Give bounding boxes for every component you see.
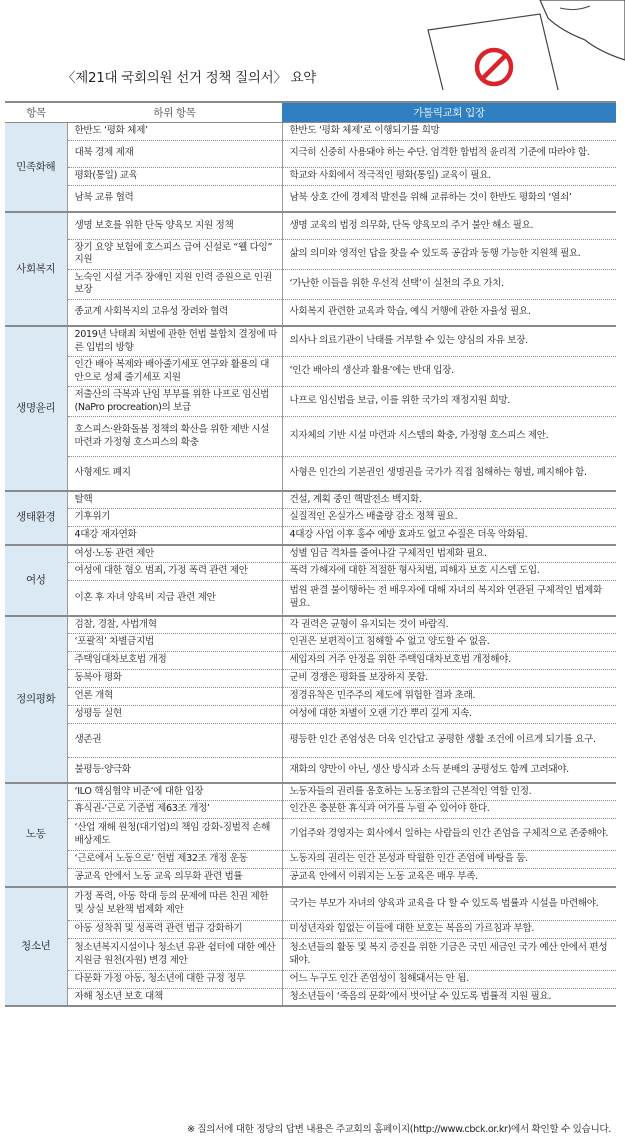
subitem-cell: 가정 폭력, 아동 학대 등의 문제에 따른 친권 제한 및 상실 보완책 법제화 제안 xyxy=(67,887,282,921)
position-cell: 건설, 계획 중인 핵발전소 백지화. xyxy=(282,491,616,509)
subitem-cell: ‘ILO 핵심협약 비준’에 대한 입장 xyxy=(67,783,282,801)
subitem-cell: 남북 교류 협력 xyxy=(67,185,282,212)
category-cell: 사회복지 xyxy=(5,212,67,326)
category-cell: 민족화해 xyxy=(5,123,67,213)
table-row xyxy=(5,167,616,185)
subitem-cell: 4대강 재자연화 xyxy=(67,527,282,545)
position-cell: 남북 상호 간에 경제적 발전을 위해 교류하는 것이 한반도 평화의 ‘열쇠’ xyxy=(282,185,616,212)
subitem-cell: 이혼 후 자녀 양육비 지급 관련 제안 xyxy=(67,581,282,616)
position-cell: 평등한 인간 존엄성은 더욱 인간답고 공평한 생활 조건에 이르게 되기를 요구. xyxy=(282,724,616,758)
table-row xyxy=(5,724,616,758)
position-cell: 학교와 사회에서 적극적인 평화(통일) 교육이 필요. xyxy=(282,167,616,185)
position-cell: 인간은 충분한 휴식과 여가를 누릴 수 있어야 한다. xyxy=(282,801,616,819)
subitem-cell: 장기 요양 보험에 호스피스 급여 신설로 “웰 다잉” 지원 xyxy=(67,239,282,269)
subitem-cell: 언론 개혁 xyxy=(67,688,282,706)
position-cell: ‘가난한 이들을 위한 우선적 선택’이 실천의 주요 가치. xyxy=(282,269,616,299)
subitem-cell: 한반도 ‘평화 체제’ xyxy=(67,123,282,141)
table-row xyxy=(5,688,616,706)
position-cell: 각 권력은 균형이 유지되는 것이 바람직. xyxy=(282,616,616,634)
position-cell: 어느 누구도 인간 존엄성이 침해돼서는 안 됨. xyxy=(282,971,616,989)
position-cell: 여성에 대한 차별이 오랜 기간 뿌리 깊게 지속. xyxy=(282,706,616,724)
table-row xyxy=(5,509,616,527)
subitem-cell: 청소년복지시설이나 청소년 유관 쉼터에 대한 예산지원금 원천(자원) 변경 제안 xyxy=(67,939,282,971)
table-row xyxy=(5,921,616,939)
subitem-cell: ‘포괄적’ 차별금지법 xyxy=(67,634,282,652)
position-cell: 생명 교육의 법정 의무화, 단독 양육모의 주거 불안 해소 필요. xyxy=(282,212,616,239)
table-row xyxy=(5,212,616,239)
position-cell: 나프로 임신법을 보급, 이를 위한 국가의 재정지원 희망. xyxy=(282,387,616,417)
header-subitem: 하위 항목 xyxy=(67,102,282,123)
table-row xyxy=(5,616,616,634)
subitem-cell: 인간 배아 복제와 배아줄기세포 연구와 활용의 대안으로 성체 줄기세포 지원 xyxy=(67,357,282,387)
subitem-cell: 생존권 xyxy=(67,724,282,758)
position-cell: 노동자의 권리는 인간 본성과 탁월한 인간 존엄에 바탕을 둠. xyxy=(282,851,616,869)
table-row xyxy=(5,545,616,563)
table-row xyxy=(5,706,616,724)
subitem-cell: 공교육 안에서 노동 교육 의무화 관련 법률 xyxy=(67,869,282,887)
subitem-cell: 2019년 낙태죄 처벌에 관한 헌법 불합치 결정에 따른 입법의 방향 xyxy=(67,326,282,357)
category-cell: 정의평화 xyxy=(5,616,67,783)
position-cell: 미성년자와 힘없는 이들에 대한 보호는 복음의 가르침과 부합. xyxy=(282,921,616,939)
position-cell: 재화의 양만이 아닌, 생산 방식과 소득 분배의 공평성도 함께 고려돼야. xyxy=(282,758,616,783)
summary-table xyxy=(5,101,616,1007)
subitem-cell: 노숙인 시설 거주 장애인 지원 인력 증원으로 인권 보장 xyxy=(67,269,282,299)
position-cell: 청소년들이 ‘죽음의 문화’에서 벗어날 수 있도록 법률적 지원 필요. xyxy=(282,988,616,1006)
table-row xyxy=(5,123,616,141)
subitem-cell: 생명 보호를 위한 단독 양육모 지원 정책 xyxy=(67,212,282,239)
position-cell: 노동자들의 권리를 옹호하는 노동조합의 근본적인 역할 인정. xyxy=(282,783,616,801)
position-cell: 국가는 부모가 자녀의 양육과 교육을 다 할 수 있도록 법률과 시설을 마련해야. xyxy=(282,887,616,921)
position-cell: 삶의 의미와 영적인 답을 찾을 수 있도록 공감과 동행 가능한 지원책 필요. xyxy=(282,239,616,269)
table-row xyxy=(5,387,616,417)
header-position: 가톨릭교회 입장 xyxy=(282,102,616,123)
position-cell: 성별 임금 격차를 줄여나갈 구체적인 법제화 필요. xyxy=(282,545,616,563)
table-row xyxy=(5,887,616,921)
table-row xyxy=(5,634,616,652)
table-row xyxy=(5,939,616,971)
subitem-cell: 다문화 가정 아동, 청소년에 대한 규정 정무 xyxy=(67,971,282,989)
category-cell: 여성 xyxy=(5,545,67,616)
subitem-cell: 동북아 평화 xyxy=(67,670,282,688)
table-row xyxy=(5,819,616,851)
position-cell: 공교육 안에서 이뤄지는 노동 교육은 매우 부족. xyxy=(282,869,616,887)
subitem-cell: 휴식권-‘근로 기준법 제63조 개정’ xyxy=(67,801,282,819)
position-cell: 청소년들의 활동 및 복지 증진을 위한 기금은 국민 세금인 국가 예산 안에서 편성돼야. xyxy=(282,939,616,971)
subitem-cell: 아동 성착취 및 성폭력 관련 법규 강화하기 xyxy=(67,921,282,939)
header-category: 항목 xyxy=(5,102,67,123)
position-cell: 사회복지 관련한 교육과 학습, 예식 거행에 관한 자율성 필요. xyxy=(282,299,616,326)
table-row xyxy=(5,457,616,491)
page-title: 〈제21대 국회의원 선거 정책 질의서〉 요약 xyxy=(62,70,317,86)
table-row xyxy=(5,269,616,299)
table-row xyxy=(5,869,616,887)
table-row xyxy=(5,988,616,1006)
subitem-cell: 사형제도 폐지 xyxy=(67,457,282,491)
table-row xyxy=(5,670,616,688)
subitem-cell: 평화(통일) 교육 xyxy=(67,167,282,185)
category-cell: 노동 xyxy=(5,783,67,887)
position-cell: 정경유착은 민주주의 제도에 위험한 결과 초래. xyxy=(282,688,616,706)
category-cell: 생태환경 xyxy=(5,491,67,545)
subitem-cell: 대북 경제 제재 xyxy=(67,140,282,167)
table-row xyxy=(5,185,616,212)
position-cell: 인권은 보편적이고 침해할 수 없고 양도할 수 없음. xyxy=(282,634,616,652)
position-cell: 기업주와 경영자는 회사에서 일하는 사람들의 인간 존엄을 구체적으로 존중해야. xyxy=(282,819,616,851)
subitem-cell: 검찰, 경찰, 사법개혁 xyxy=(67,616,282,634)
subitem-cell: 여성에 대한 혐오 범죄, 가정 폭력 관련 제안 xyxy=(67,563,282,581)
subitem-cell: 성평등 실현 xyxy=(67,706,282,724)
category-cell: 생명윤리 xyxy=(5,326,67,491)
position-cell: 지자체의 기반 시설 마련과 시스템의 확충, 가정형 호스피스 제안. xyxy=(282,417,616,457)
subitem-cell: 여성·노동 관련 제안 xyxy=(67,545,282,563)
position-cell: 군비 경쟁은 평화를 보장하지 못함. xyxy=(282,670,616,688)
table-row xyxy=(5,851,616,869)
table-row xyxy=(5,140,616,167)
table-row xyxy=(5,581,616,616)
table-row xyxy=(5,652,616,670)
table-row xyxy=(5,417,616,457)
position-cell: 법원 판결 불이행하는 전 배우자에 대해 자녀의 복지와 연관된 구체적인 법제화 필요. xyxy=(282,581,616,616)
position-cell: ‘인간 배아의 생산과 활용’에는 반대 입장. xyxy=(282,357,616,387)
subitem-cell: 저출산의 극복과 난임 부부를 위한 나프로 임신법(NaPro procreation)의 보급 xyxy=(67,387,282,417)
subitem-cell: 호스피스·완화돌봄 정책의 확산을 위한 제반 시설 마련과 가정형 호스피스의 확충 xyxy=(67,417,282,457)
position-cell: 실질적인 온실가스 배출량 감소 정책 필요. xyxy=(282,509,616,527)
subitem-cell: ‘산업 재해 원청(대기업)의 책임 강화-징벌적 손해배상제도 xyxy=(67,819,282,851)
subitem-cell: 불평등·양극화 xyxy=(67,758,282,783)
table-row xyxy=(5,299,616,326)
table-row xyxy=(5,758,616,783)
category-cell: 청소년 xyxy=(5,887,67,1007)
table-row xyxy=(5,563,616,581)
table-body xyxy=(5,123,616,1007)
position-cell: 4대강 사업 이후 홍수 예방 효과도 없고 수질은 더욱 악화됨. xyxy=(282,527,616,545)
position-cell: 세입자의 거주 안정을 위한 주택임대차보호법 개정해야. xyxy=(282,652,616,670)
subitem-cell: 자해 청소년 보호 대책 xyxy=(67,988,282,1006)
footnote: ※ 질의서에 대한 정당의 답변 내용은 주교회의 홈페이지(http://www.cbck.or.kr)에서 확인할 수 있습니다. xyxy=(186,1124,611,1135)
subitem-cell: 기후위기 xyxy=(67,509,282,527)
table-header-row xyxy=(5,102,616,123)
position-cell: 폭력 가해자에 대한 적절한 형사처벌, 피해자 보호 시스템 도입. xyxy=(282,563,616,581)
table-row xyxy=(5,801,616,819)
hand-icon xyxy=(540,0,625,60)
position-cell: 한반도 ‘평화 체제’로 이행되기를 희망 xyxy=(282,123,616,141)
table-row xyxy=(5,971,616,989)
subitem-cell: 종교계 사회복지의 고유성 장려와 협력 xyxy=(67,299,282,326)
subitem-cell: ‘근로에서 노동으로’ 헌법 제32조 개정 운동 xyxy=(67,851,282,869)
table-row xyxy=(5,783,616,801)
position-cell: 지극히 신중히 사용돼야 하는 수단. 엄격한 합법적 윤리적 기준에 따라야 함. xyxy=(282,140,616,167)
table-row xyxy=(5,239,616,269)
position-cell: 의사나 의료기관이 낙태를 거부할 수 있는 양심의 자유 보장. xyxy=(282,326,616,357)
table-row xyxy=(5,491,616,509)
position-cell: 사형은 인간의 기본권인 생명권을 국가가 직접 침해하는 형벌, 폐지해야 함. xyxy=(282,457,616,491)
table-row xyxy=(5,357,616,387)
subitem-cell: 주택임대차보호법 개정 xyxy=(67,652,282,670)
subitem-cell: 탈핵 xyxy=(67,491,282,509)
table-row xyxy=(5,527,616,545)
table-row xyxy=(5,326,616,357)
